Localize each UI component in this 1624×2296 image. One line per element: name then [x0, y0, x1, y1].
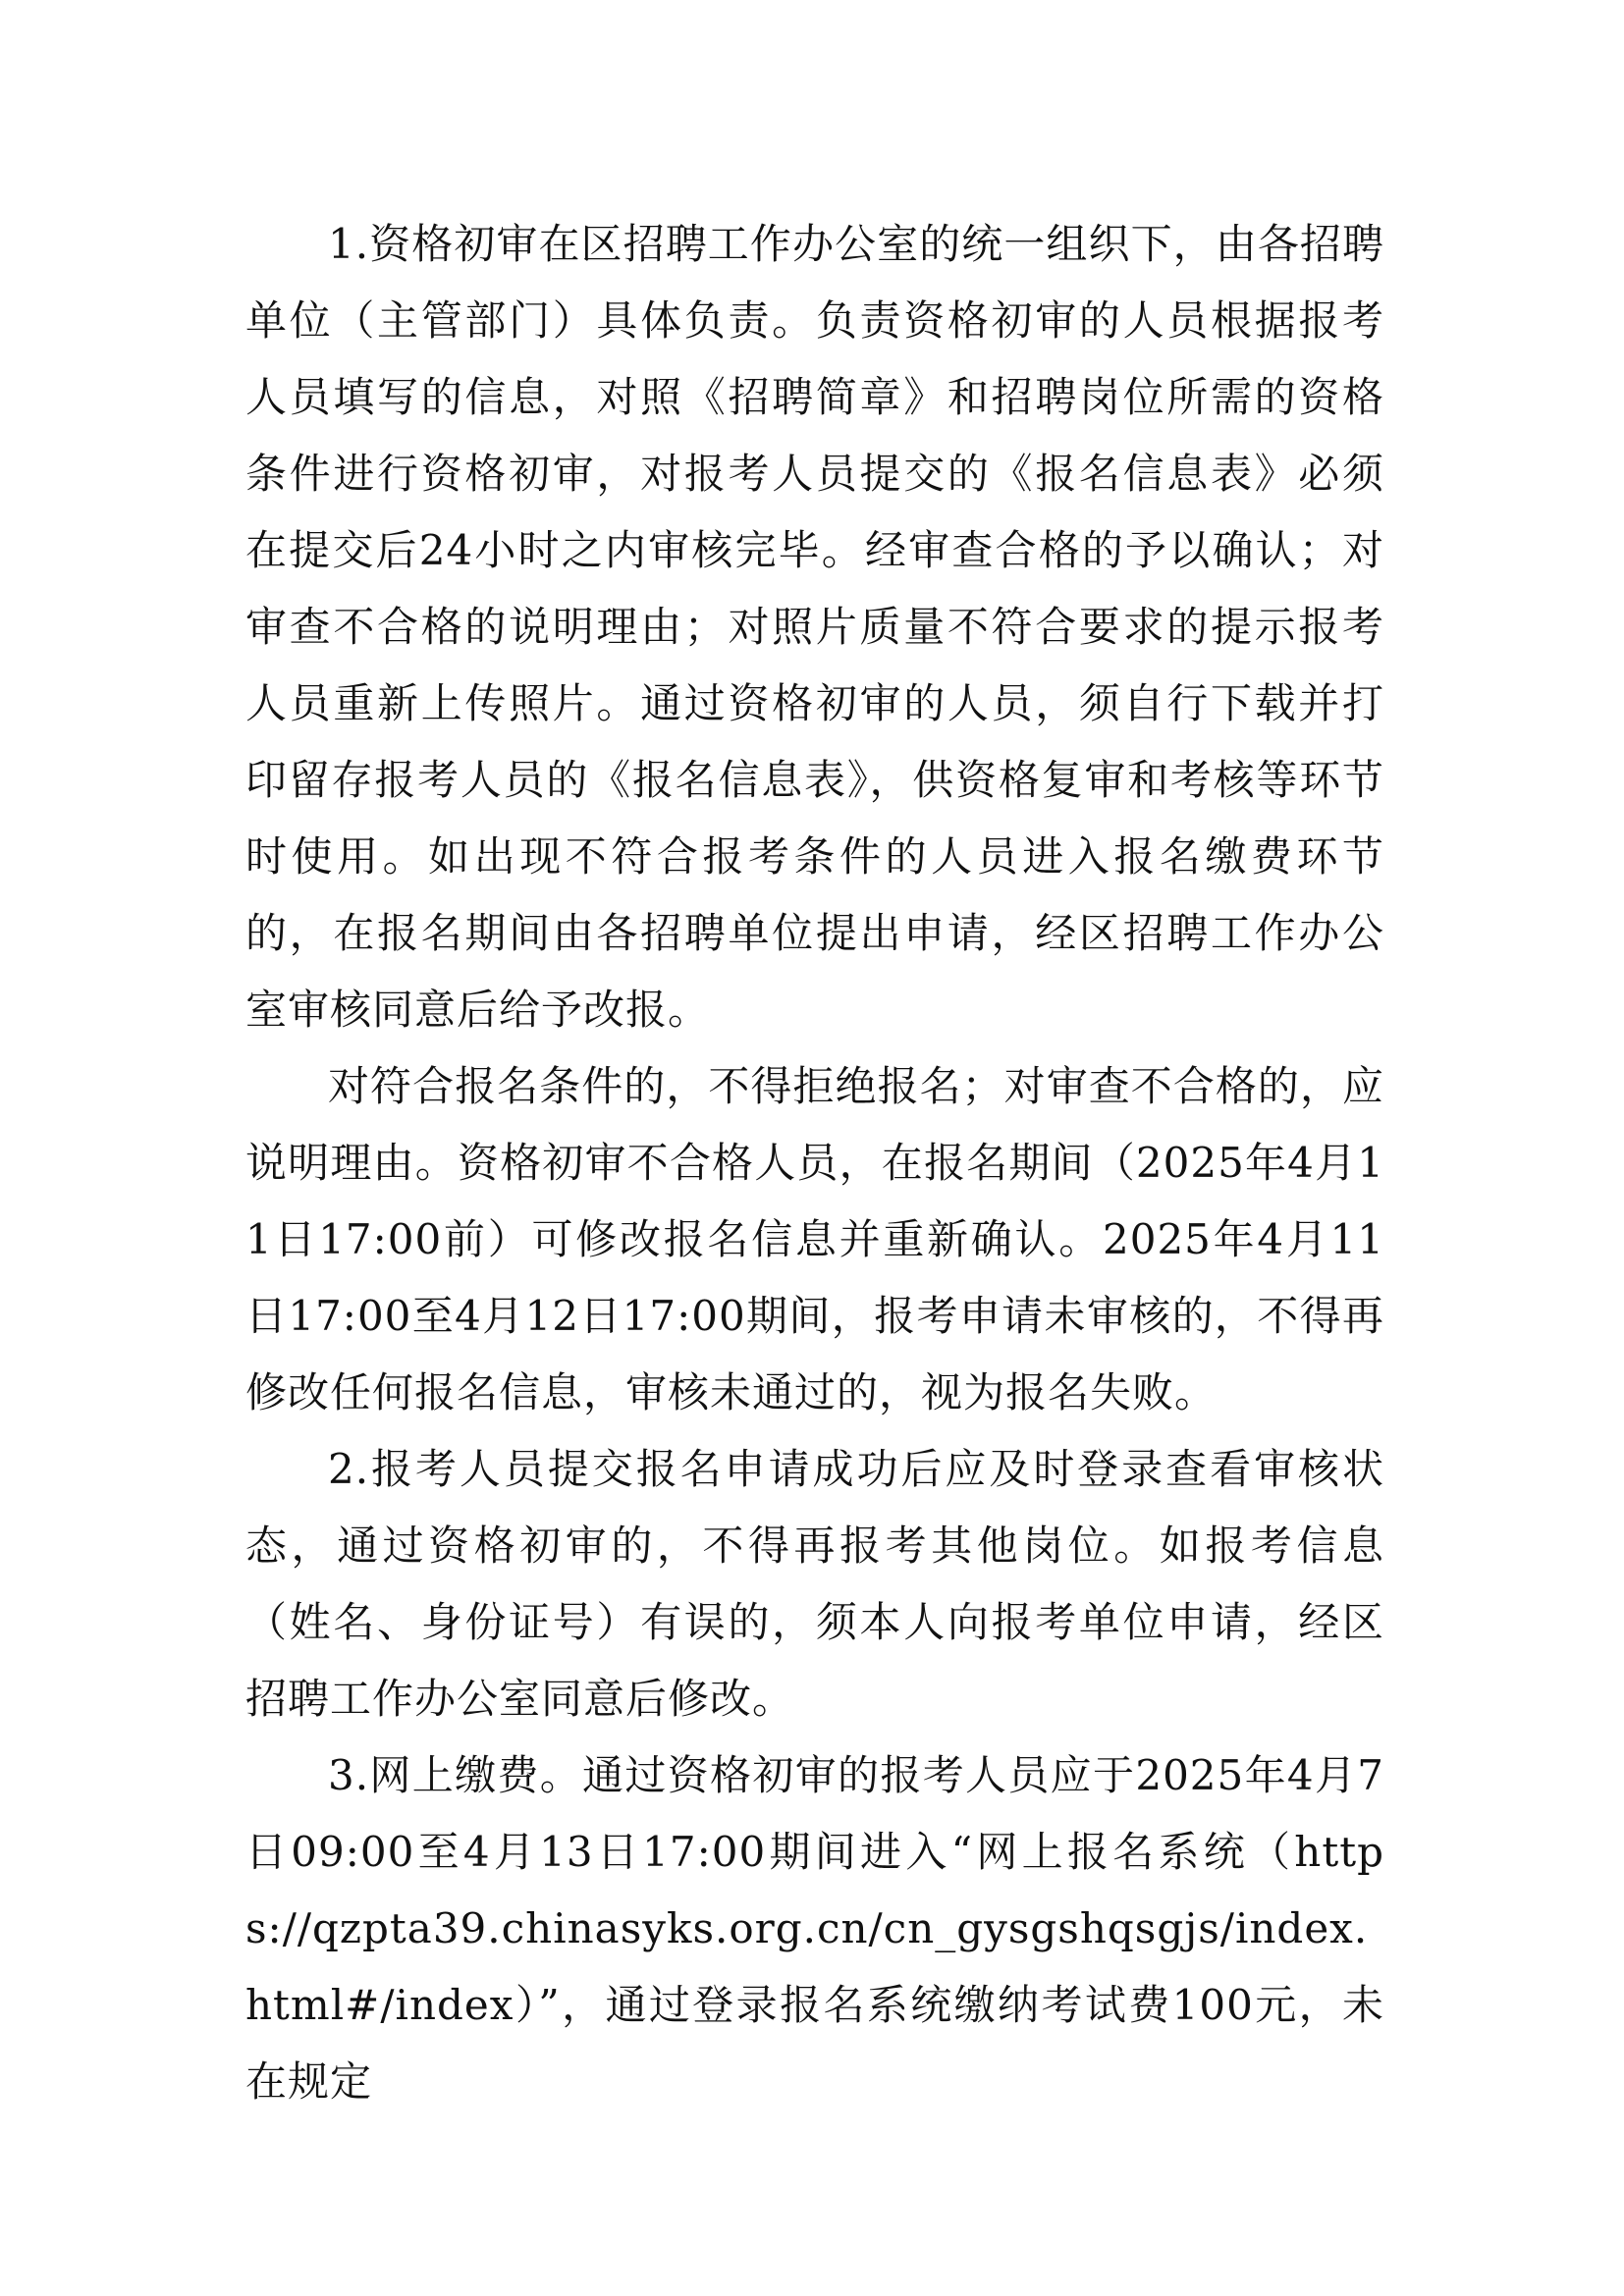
paragraph-application-status: 2.报考人员提交报名申请成功后应及时登录查看审核状态，通过资格初审的，不得再报考其他岗位。如报考信息（姓名、身份证号）有误的，须本人向报考单位申请，经区招聘工作办公室同意后修改。 — [245, 1445, 1384, 1723]
document-body — [245, 206, 1384, 2120]
paragraph-qualification-review: 1.资格初审在区招聘工作办公室的统一组织下，由各招聘单位（主管部门）具体负责。负责资格初审的人员根据报考人员填写的信息，对照《招聘简章》和招聘岗位所需的资格条件进行资格初审，对报考人员提交的《报名信息表》必须在提交后24小时之内审核完毕。经审查合格的予以确认；对审查不合格的说明理由；对照片质量不符合要求的提示报考人员重新上传照片。通过资格初审的人员，须自行下载并打印留存报考人员的《报名信息表》，供资格复审和考核等环节时使用。如出现不符合报考条件的人员进入报名缴费环节的，在报名期间由各招聘单位提出申请，经区招聘工作办公室审核同意后给予改报。 — [245, 220, 1384, 1034]
paragraph-online-payment: 3.网上缴费。通过资格初审的报考人员应于2025年4月7日09:00至4月13日17:00期间进入“网上报名系统（https://qzpta39.chinasyks.org.cn/cn_gysgshqsgjs/index.html#/index）”，通过登录报名系统缴纳考试费100元，未在规定 — [245, 1751, 1384, 2106]
paragraph-review-rules: 对符合报名条件的，不得拒绝报名；对审查不合格的，应说明理由。资格初审不合格人员，在报名期间（2025年4月11日17:00前）可修改报名信息并重新确认。2025年4月11日17:00至4月12日17:00期间，报考申请未审核的，不得再修改任何报名信息，审核未通过的，视为报名失败。 — [245, 1062, 1384, 1416]
